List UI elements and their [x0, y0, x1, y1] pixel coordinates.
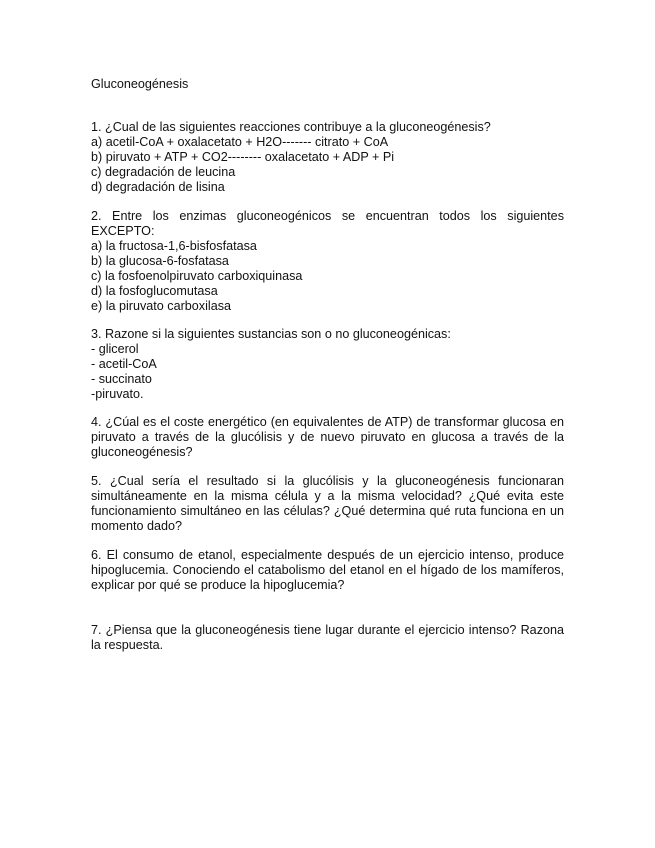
question-6: 6. El consumo de etanol, especialmente después de un ejercicio intenso, produce hipoglucemia. Conociendo el catabolismo del etanol en el hígado de los mamíferos, explicar por qué se produce la hipoglucemia?: [91, 548, 564, 592]
question-1-option-b: b) piruvato + ATP + CO2-------- oxalacetato + ADP + Pi: [91, 150, 395, 164]
question-2-option-e: e) la piruvato carboxilasa: [91, 299, 232, 313]
question-2-option-b: b) la glucosa-6-fosfatasa: [91, 254, 229, 268]
question-1-option-a: a) acetil-CoA + oxalacetato + H2O------- citrato + CoA: [91, 135, 389, 149]
question-3-item-glicerol: - glicerol: [91, 342, 139, 356]
question-2-option-d: d) la fosfoglucomutasa: [91, 284, 218, 298]
question-2-option-a: a) la fructosa-1,6-bisfosfatasa: [91, 239, 257, 253]
question-3-item-piruvato: -piruvato.: [91, 387, 144, 401]
question-1-option-d: d) degradación de lisina: [91, 180, 225, 194]
question-1-text: 1. ¿Cual de las siguientes reacciones contribuye a la gluconeogénesis?: [91, 120, 491, 134]
question-1: [91, 120, 564, 195]
question-5: 5. ¿Cual sería el resultado si la glucólisis y la gluconeogénesis funcionaran simultáneamente en la misma célula y a la misma velocidad? ¿Qué evita este funcionamiento simultáneo en las células? ¿Qué determina qué ruta funciona en un momento dado?: [91, 474, 564, 533]
question-3-item-acetil-coa: - acetil-CoA: [91, 357, 157, 371]
question-2: [91, 209, 564, 314]
page-title: Gluconeogénesis: [91, 77, 189, 91]
question-1-option-c: c) degradación de leucina: [91, 165, 236, 179]
question-3-text: 3. Razone si la siguientes sustancias son o no gluconeogénicas:: [91, 327, 451, 341]
question-3: [91, 327, 564, 402]
question-3-item-succinato: - succinato: [91, 372, 152, 386]
question-7: 7. ¿Piensa que la gluconeogénesis tiene lugar durante el ejercicio intenso? Razona la respuesta.: [91, 623, 564, 652]
question-4: 4. ¿Cúal es el coste energético (en equivalentes de ATP) de transformar glucosa en piruvato a través de la glucólisis y de nuevo piruvato en glucosa a través de la gluconeogénesis?: [91, 415, 564, 459]
question-2-text-line-2: EXCEPTO:: [91, 224, 155, 238]
question-2-text-line-1: 2. Entre los enzimas gluconeogénicos se encuentran todos los siguientes: [91, 209, 564, 223]
question-2-option-c: c) la fosfoenolpiruvato carboxiquinasa: [91, 269, 303, 283]
